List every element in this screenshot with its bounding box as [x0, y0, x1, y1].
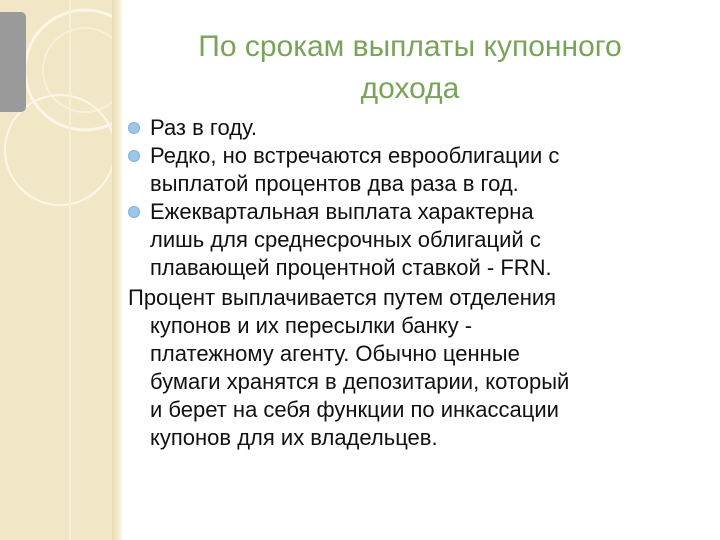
- bullet-item: [128, 142, 703, 198]
- bullet-line: выплатой процентов два раза в год.: [150, 171, 519, 196]
- bullet-line: Ежеквартальная выплата характерна: [150, 199, 534, 224]
- bullet-icon: [128, 206, 140, 218]
- slide-title: [130, 26, 690, 110]
- paragraph-line: Процент выплачивается путем отделения: [128, 285, 557, 310]
- bullet-line: лишь для среднесрочных облигаций с: [150, 227, 541, 252]
- bullet-icon: [128, 150, 140, 162]
- bullet-line: плавающей процентной ставкой - FRN.: [150, 255, 552, 280]
- title-line-1: По срокам выплаты купонного: [198, 30, 622, 63]
- paragraph-line: платежному агенту. Обычно ценные: [150, 341, 520, 366]
- title-line-2: дохода: [360, 72, 460, 105]
- body-paragraph: [128, 284, 703, 452]
- bullet-line: Раз в году.: [150, 115, 257, 140]
- paragraph-line: бумаги хранятся в депозитарии, который: [150, 369, 570, 394]
- bullet-icon: [128, 122, 140, 134]
- decorative-sidebar: [0, 0, 112, 540]
- paragraph-line: и берет на себя функции по инкассации: [150, 397, 559, 422]
- sidebar-edge: [112, 0, 122, 540]
- sidebar-tab: [0, 12, 26, 112]
- paragraph-line: купонов и их пересылки банку -: [150, 313, 473, 338]
- slide-content: [128, 114, 703, 452]
- bullet-line: Редко, но встречаются еврооблигации с: [150, 143, 560, 168]
- bullet-item: [128, 114, 703, 142]
- bullet-item: [128, 198, 703, 282]
- paragraph-line: купонов для их владельцев.: [150, 425, 438, 450]
